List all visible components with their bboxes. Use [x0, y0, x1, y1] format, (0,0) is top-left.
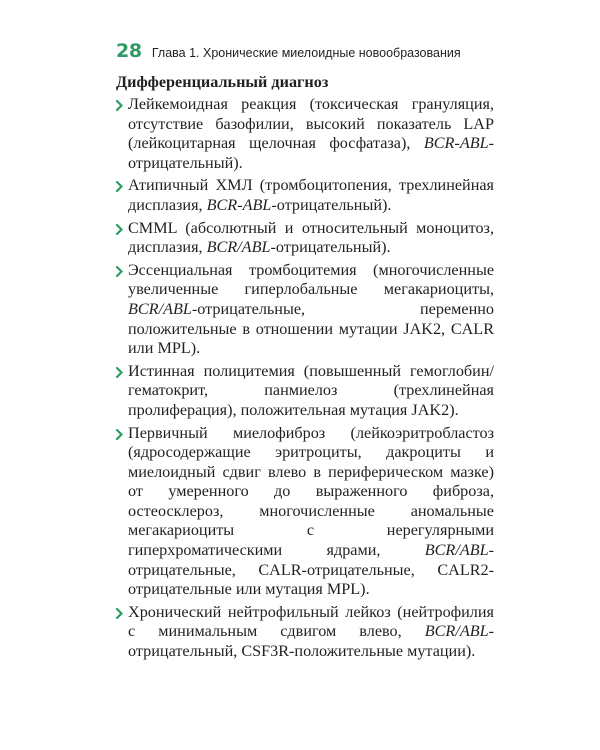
list-item	[116, 95, 494, 173]
chevron-right-icon	[116, 362, 125, 382]
text-segment: -отрицательный).	[271, 195, 392, 214]
list-item	[116, 176, 494, 215]
gene-name: BCR-ABL	[423, 134, 489, 153]
list-item	[116, 219, 494, 258]
chapter-title: Глава 1. Хронические миелоидные новообразования	[151, 46, 461, 60]
list-item-text	[128, 603, 494, 660]
text-segment: Атипичный ХМЛ (тромбоцитопения, трехлинейная дисплазия,	[128, 176, 494, 214]
list-item	[116, 261, 494, 359]
text-segment: -отрицательный, CSF3R-положительные мутации).	[128, 622, 494, 661]
gene-name: BCR-ABL	[206, 195, 272, 214]
text-segment: Эссенциальная тромбоцитемия (многочисленные увеличенные гиперлобальные мегакариоциты,	[128, 260, 494, 299]
text-segment: -отрицательный).	[128, 134, 494, 172]
diagnosis-list	[116, 95, 494, 662]
gene-name: BCR/ABL	[206, 238, 271, 257]
section-heading: Дифференциальный диагноз	[116, 73, 329, 91]
text-segment: -отрицательные, переменно положительные в отношении мутации JAK2, CALR или MPL).	[128, 299, 494, 358]
gene-name: BCR/ABL	[424, 541, 489, 560]
text-segment: CMML (абсолютный и относительный моноцитоз, дисплазия,	[128, 218, 494, 257]
text-segment: Хронический нейтрофильный лейкоз (нейтрофилия с минимальным сдвигом влево,	[128, 602, 494, 641]
running-head	[116, 40, 494, 66]
list-item-text	[128, 219, 494, 257]
list-item	[116, 362, 494, 421]
chevron-right-icon	[116, 603, 125, 623]
gene-name: BCR/ABL	[128, 299, 192, 318]
gene-name: BCR/ABL	[424, 622, 489, 641]
chevron-right-icon	[116, 261, 125, 281]
chevron-right-icon	[116, 176, 125, 196]
text-segment: Лейкемоидная реакция (токсическая грануляция, отсутствие базофилии, высокий показатель LAP (лейкоцитарная щелочная фосфатаза),	[128, 95, 494, 153]
list-item-text	[128, 95, 494, 172]
chevron-right-icon	[116, 95, 125, 115]
chevron-right-icon	[116, 219, 125, 239]
page-number: 28	[116, 40, 142, 62]
list-item	[116, 424, 494, 600]
chevron-right-icon	[116, 424, 125, 444]
book-page	[116, 40, 494, 665]
list-item-text	[128, 362, 494, 419]
text-segment: Первичный миелофиброз (лейкоэритробластоз (ядросодержащие эритроциты, дакроциты и миелоидный сдвиг влево в периферическом мазке) от умеренного до выраженного фиброза, остеосклероз, многочисленные аномальные мегакариоциты с нерегулярными гиперхроматическими ядрами,	[128, 423, 494, 560]
list-item-text	[128, 424, 494, 599]
list-item-text	[128, 261, 494, 357]
text-segment: -отрицательные, CALR-отрицательные, CALR2-отрицательные или мутация MPL).	[128, 541, 494, 599]
text-segment: Истинная полицитемия (повышенный гемоглобин/гематокрит, панмиелоз (трехлинейная пролиферация), положительная мутация JAK2).	[128, 361, 494, 419]
text-segment: -отрицательный).	[270, 238, 391, 257]
list-item	[116, 603, 494, 662]
list-item-text	[128, 176, 494, 214]
